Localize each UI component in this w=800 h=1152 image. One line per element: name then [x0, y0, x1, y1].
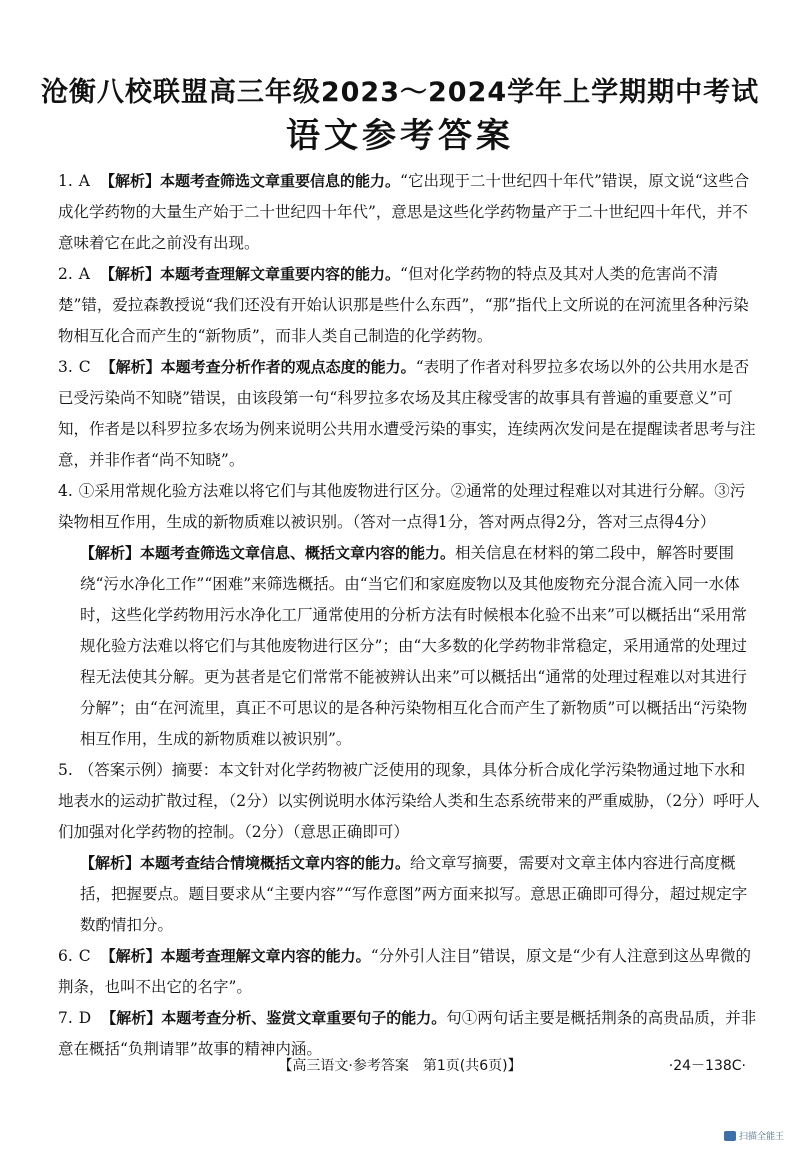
watermark-text: 扫描全能王 — [738, 1132, 784, 1142]
answer-text: ①采用常规化验方法难以将它们与其他废物进行区分。②通常的处理过程难以对其进行分解。③污染物相互作用，生成的新物质难以被识别。（答对一点得1分，答对两点得2分，答对三点得4分） — [58, 482, 746, 531]
page-number: 【高三语文·参考答案 第1页(共6页)】 — [278, 1058, 522, 1074]
question-number: 2. — [58, 265, 73, 283]
scanner-watermark — [724, 1129, 784, 1142]
answer-choice: C — [78, 947, 91, 965]
question-number: 7. — [58, 1009, 73, 1027]
analysis-text: 给文章写摘要，需要对文章主体内容进行高度概括，把握要点。题目要求从“主要内容”“写作意图”两方面来拟写。意思正确即可得分，超过规定字数酌情扣分。 — [80, 854, 748, 934]
scanner-logo-icon — [724, 1131, 736, 1141]
question-4-analysis — [80, 538, 760, 755]
question-6 — [58, 941, 760, 1003]
answer-text: （答案示例）摘要：本文针对化学药物被广泛使用的现象，具体分析合成化学污染物通过地下水和地表水的运动扩散过程，（2分）以实例说明水体污染给人类和生态系统带来的严重威胁，（2分）呼吁人们加强对化学药物的控制。（2分）（意思正确即可） — [58, 761, 760, 841]
analysis-keyword: 【解析】本题考查结合情境概括文章内容的能力。 — [80, 854, 411, 872]
analysis-keyword: 【解析】本题考查筛选文章重要信息的能力。 — [100, 172, 401, 190]
question-5 — [58, 755, 760, 848]
answer-choice: D — [78, 1009, 92, 1027]
analysis-keyword: 【解析】本题考查分析、鉴赏文章重要句子的能力。 — [101, 1009, 447, 1027]
analysis-keyword: 【解析】本题考查理解文章内容的能力。 — [100, 947, 371, 965]
question-2 — [58, 259, 760, 352]
analysis-keyword: 【解析】本题考查理解文章重要内容的能力。 — [100, 265, 401, 283]
answer-choice: C — [78, 358, 91, 376]
document-code: ·24－138C· — [668, 1058, 746, 1074]
question-4 — [58, 476, 760, 538]
answer-choice: A — [78, 172, 90, 190]
question-5-analysis — [80, 848, 760, 941]
question-number: 3. — [58, 358, 73, 376]
analysis-text: 句①两句话主要是概括荆条的高贵品质，并非意在概括“负荆请罪”故事的精神内涵。 — [58, 1009, 757, 1058]
analysis-text: “分外引人注目”错误，原文是“少有人注意到这丛卑微的荆条，也叫不出它的名字”。 — [58, 947, 751, 996]
analysis-text: “它出现于二十世纪四十年代”错误，原文说“这些合成化学药物的大量生产始于二十世纪四十年代”，意思是这些化学药物量产于二十世纪四十年代，并不意味着它在此之前没有出现。 — [58, 172, 750, 252]
analysis-text: “表明了作者对科罗拉多农场以外的公共用水是否已受污染尚不知晓”错误，由该段第一句“科罗拉多农场及其庄稼受害的故事具有普遍的重要意义”可知，作者是以科罗拉多农场为例来说明公共用水遭受污染的事实，连续两次发问是在提醒读者思考与注意，并非作者“尚不知晓”。 — [58, 358, 756, 469]
question-number: 5. — [58, 761, 73, 779]
analysis-keyword: 【解析】本题考查分析作者的观点态度的能力。 — [100, 358, 416, 376]
answer-choice: A — [78, 265, 90, 283]
question-number: 1. — [58, 172, 73, 190]
exam-title: 沧衡八校联盟高三年级2023～2024学年上学期期中考试 — [40, 77, 760, 108]
document-subtitle: 语文参考答案 — [286, 116, 514, 156]
question-number: 4. — [58, 482, 73, 500]
question-number: 6. — [58, 947, 73, 965]
analysis-text: 相关信息在材料的第二段中，解答时要围绕“污水净化工作”“困难”来筛选概括。由“当它们和家庭废物以及其他废物充分混合流入同一水体时，这些化学药物用污水净化工厂通常使用的分析方法有时候根本化验不出来”可以概括出“采用常规化验方法难以将它们与其他废物进行区分”；由“大多数的化学药物非常稳定，采用通常的处理过程无法使其分解。更为甚者是它们常常不能被辨认出来”可以概括出“通常的处理过程难以对其进行分解”；由“在河流里，真正不可思议的是各种污染物相互化合而产生了新物质”可以概括出“污染物相互作用，生成的新物质难以被识别”。 — [80, 544, 748, 748]
question-1 — [58, 166, 760, 259]
analysis-keyword: 【解析】本题考查筛选文章信息、概括文章内容的能力。 — [80, 544, 456, 562]
analysis-text: “但对化学药物的特点及其对人类的危害尚不清楚”错，爱拉森教授说“我们还没有开始认识那是些什么东西”，“那”指代上文所说的在河流里各种污染物相互化合而产生的“新物质”，而非人类自己制造的化学药物。 — [58, 265, 749, 345]
answer-list — [58, 166, 760, 1065]
question-3 — [58, 352, 760, 476]
